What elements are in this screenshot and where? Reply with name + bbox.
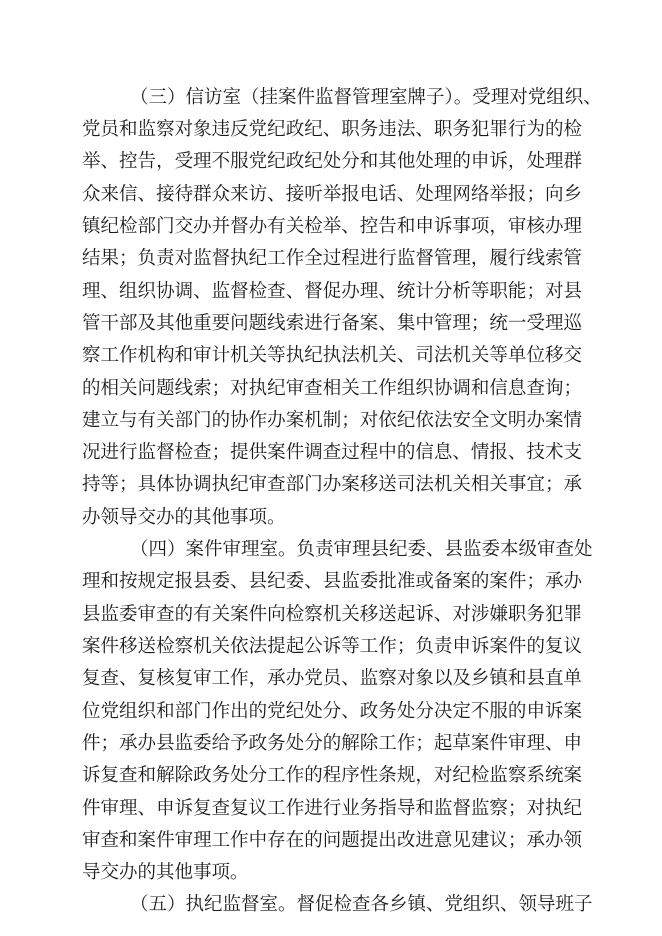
text-line: 结果；负责对监督执纪工作全过程进行监督管理，履行线索管 (82, 248, 582, 269)
text-line: 件；承办县监委给予政务处分的解除工作；起草案件审理、申 (82, 733, 582, 754)
text-line: （三）信访室（挂案件监督管理室牌子）。受理对党组织、 (130, 87, 602, 108)
text-line: 镇纪检部门交办并督办有关检举、控告和申诉事项，审核办理 (82, 216, 582, 237)
text-line: 导交办的其他事项。 (82, 862, 249, 883)
text-line: （四）案件审理室。负责审理县纪委、县监委本级审查处 (130, 539, 593, 560)
text-line: 件审理、申诉复查复议工作进行业务指导和监督监察；对执纪 (82, 798, 582, 819)
text-line: 众来信、接待群众来访、接听举报电话、处理网络举报；向乡 (82, 184, 582, 205)
text-line: 理和按规定报县委、县纪委、县监委批准或备案的案件；承办 (82, 571, 582, 592)
text-line: 理、组织协调、监督检查、督促办理、统计分析等职能；对县 (82, 281, 582, 302)
text-line: 复查、复核复审工作，承办党员、监察对象以及乡镇和县直单 (82, 668, 582, 689)
text-line: 审查和案件审理工作中存在的问题提出改进意见建议；承办领 (82, 830, 582, 851)
text-line: 举、控告，受理不服党纪政纪处分和其他处理的申诉，处理群 (82, 151, 582, 172)
text-line: 县监委审查的有关案件向检察机关移送起诉、对涉嫌职务犯罪 (82, 604, 582, 625)
text-line: 察工作机构和审计机关等执纪执法机关、司法机关等单位移交 (82, 345, 582, 366)
text-line: 况进行监督检查；提供案件调查过程中的信息、情报、技术支 (82, 442, 582, 463)
text-line: 诉复查和解除政务处分工作的程序性条规，对纪检监察系统案 (82, 765, 582, 786)
text-line: （五）执纪监督室。督促检查各乡镇、党组织、领导班子 (130, 894, 593, 915)
text-line: 位党组织和部门作出的党纪处分、政务处分决定不服的申诉案 (82, 701, 582, 722)
text-line: 管干部及其他重要问题线索进行备案、集中管理；统一受理巡 (82, 313, 582, 334)
text-line: 办领导交办的其他事项。 (82, 507, 286, 528)
text-line: 案件移送检察机关依法提起公诉等工作；负责申诉案件的复议 (82, 636, 582, 657)
text-line: 建立与有关部门的协作办案机制；对依纪依法安全文明办案情 (82, 410, 582, 431)
text-line: 持等；具体协调执纪审查部门办案移送司法机关相关事宜；承 (82, 474, 582, 495)
text-line: 的相关问题线索；对执纪审查相关工作组织协调和信息查询； (82, 378, 582, 399)
text-line: 党员和监察对象违反党纪政纪、职务违法、职务犯罪行为的检 (82, 119, 582, 140)
